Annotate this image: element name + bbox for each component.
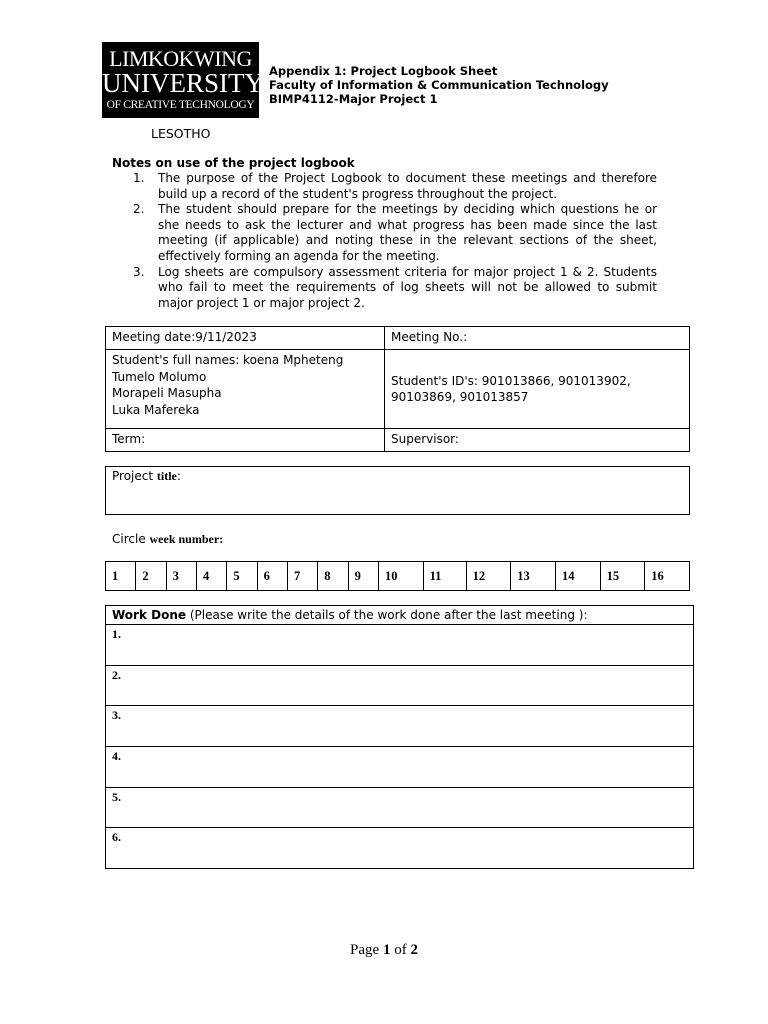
- term-field[interactable]: Term:: [106, 429, 385, 452]
- student-ids-field[interactable]: Student's ID's: 901013866, 901013902, 90103869, 901013857: [385, 350, 690, 429]
- student-names-field[interactable]: [106, 350, 385, 429]
- note-item: [133, 171, 657, 202]
- week-cell[interactable]: 11: [423, 562, 466, 591]
- work-done-row[interactable]: 5.: [106, 787, 694, 828]
- notes-title: Notes on use of the project logbook: [112, 156, 355, 170]
- week-cell[interactable]: 4: [196, 562, 226, 591]
- work-done-row[interactable]: 3.: [106, 706, 694, 747]
- note-text: The student should prepare for the meetings by deciding which questions he or she needs to ask the lecturer and what progress has been made since the last meeting (if applicable) and noting these in the relevant sections of the sheet, effectively forming an agenda for the meeting.: [158, 202, 657, 263]
- meeting-info-table: [105, 326, 690, 452]
- project-title-label-bold: title: [156, 469, 177, 483]
- project-title-colon: :: [176, 469, 181, 483]
- note-number: 1.: [133, 171, 145, 185]
- header-appendix: Appendix 1: Project Logbook Sheet: [269, 64, 498, 78]
- note-number: 3.: [133, 264, 145, 279]
- meeting-date-field[interactable]: Meeting date:9/11/2023: [106, 327, 385, 350]
- page-current: 1: [382, 942, 391, 958]
- week-cell[interactable]: 12: [466, 562, 511, 591]
- week-cell[interactable]: 15: [600, 562, 645, 591]
- work-done-row[interactable]: 6.: [106, 828, 694, 869]
- document-header: [269, 64, 609, 106]
- project-title-field[interactable]: [105, 466, 690, 515]
- circle-week-bold: week number: [149, 532, 220, 546]
- note-item: [133, 202, 657, 264]
- week-number-table: [105, 561, 690, 591]
- student-name: Tumelo Molumo: [112, 369, 207, 384]
- work-done-description: (Please write the details of the work done after the last meeting ):: [186, 608, 588, 622]
- week-cell[interactable]: 6: [257, 562, 287, 591]
- logo-line-2: UNIVERSITY: [102, 68, 264, 98]
- note-number: 2.: [133, 202, 145, 217]
- note-item: [133, 265, 657, 312]
- page-prefix: Page: [350, 942, 383, 958]
- header-course: BIMP4112-Major Project 1: [269, 92, 438, 106]
- week-cell[interactable]: 5: [227, 562, 257, 591]
- week-cell[interactable]: 13: [511, 562, 556, 591]
- circle-week-label: [112, 532, 223, 547]
- project-title-label: Project: [112, 469, 157, 483]
- note-text: The purpose of the Project Logbook to document these meetings and therefore build up a record of the student's progress throughout the project.: [158, 171, 657, 201]
- work-done-row[interactable]: 4.: [106, 747, 694, 788]
- week-cell[interactable]: 2: [136, 562, 166, 591]
- student-name: Student's full names: koena Mpheteng: [112, 353, 344, 367]
- week-cell[interactable]: 16: [645, 562, 690, 591]
- header-faculty: Faculty of Information & Communication Technology: [269, 78, 609, 92]
- week-cell[interactable]: 10: [378, 562, 423, 591]
- week-cell[interactable]: 3: [166, 562, 196, 591]
- work-done-row[interactable]: 1.: [106, 625, 694, 666]
- meeting-number-field[interactable]: Meeting No.:: [385, 327, 690, 350]
- week-cell[interactable]: 7: [287, 562, 317, 591]
- week-cell[interactable]: 14: [555, 562, 600, 591]
- country-label: LESOTHO: [151, 126, 211, 141]
- page-footer: [0, 942, 768, 959]
- week-cell[interactable]: 8: [318, 562, 348, 591]
- note-text: Log sheets are compulsory assessment criteria for major project 1 & 2. Students who fail to meet the requirements of log sheets will not be allowed to submit major project 1 or major project 2.: [158, 264, 657, 310]
- logo-line-1: LIMKOKWING: [109, 46, 252, 71]
- logo-line-3: OF CREATIVE TECHNOLOGY: [106, 99, 255, 111]
- work-done-header: [106, 606, 694, 625]
- page-of: of: [390, 942, 411, 958]
- work-done-row[interactable]: 2.: [106, 665, 694, 706]
- university-logo: [102, 42, 264, 118]
- student-name: Luka Mafereka: [112, 402, 200, 417]
- page-total: 2: [410, 942, 418, 958]
- circle-week-text: Circle: [112, 532, 150, 546]
- supervisor-field[interactable]: Supervisor:: [385, 429, 690, 452]
- work-done-title: Work Done: [112, 608, 187, 622]
- circle-week-colon: :: [219, 532, 224, 546]
- student-name: Morapeli Masupha: [112, 386, 222, 400]
- week-cell[interactable]: 9: [348, 562, 378, 591]
- week-cell[interactable]: 1: [106, 562, 136, 591]
- notes-list: [133, 171, 657, 311]
- work-done-table: [105, 605, 694, 869]
